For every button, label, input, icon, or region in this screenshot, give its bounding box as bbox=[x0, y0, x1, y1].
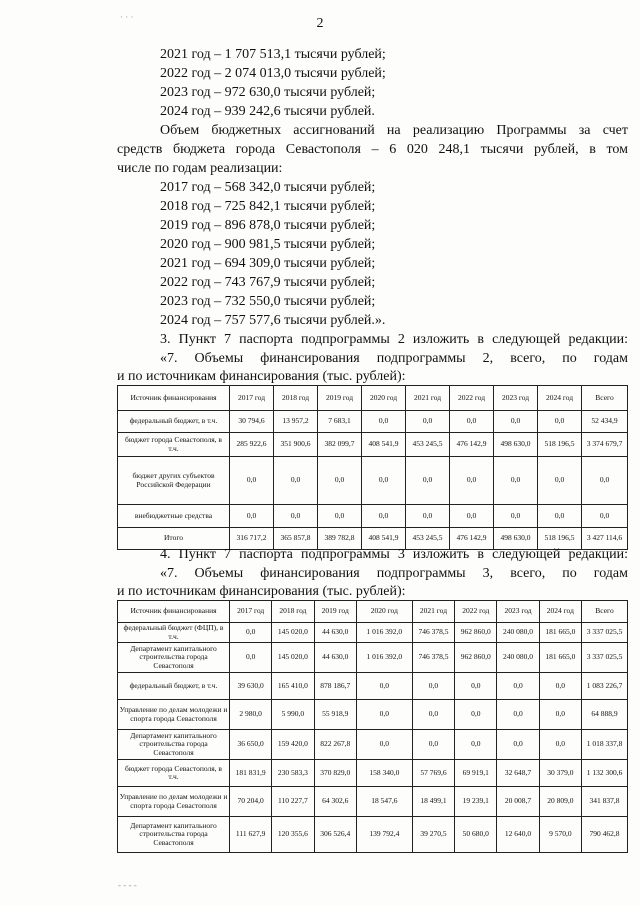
table-cell: 0,0 bbox=[274, 505, 318, 528]
table-cell: 1 083 226,7 bbox=[582, 673, 628, 700]
table-cell: 408 541,9 bbox=[362, 528, 406, 550]
table-cell: Департамент капитального строительства города Севастополя bbox=[118, 643, 230, 673]
table-cell: 498 630,0 bbox=[494, 528, 538, 550]
table-header-cell: 2022 год bbox=[450, 386, 494, 411]
table-cell: 0,0 bbox=[406, 411, 450, 433]
table-cell: 20 809,0 bbox=[539, 787, 581, 817]
paragraph-line: числе по годам реализации: bbox=[117, 161, 283, 176]
table-cell: 822 267,8 bbox=[314, 730, 356, 760]
table-cell: Управление по делам молодежи и спорта города Севастополя bbox=[118, 700, 230, 730]
table-header-cell: 2019 год bbox=[314, 601, 356, 623]
table-header-cell: 2020 год bbox=[356, 601, 412, 623]
table-cell: 0,0 bbox=[362, 411, 406, 433]
table-cell: 0,0 bbox=[538, 411, 582, 433]
table-cell: 518 196,5 bbox=[538, 433, 582, 457]
table-cell: 165 410,0 bbox=[272, 673, 314, 700]
table-cell: 453 245,5 bbox=[406, 433, 450, 457]
scan-artifact-mark: · · · bbox=[120, 12, 134, 22]
year-line: 2021 год – 1 707 513,1 тысячи рублей; bbox=[160, 47, 386, 62]
table-row bbox=[118, 433, 628, 457]
table-header-cell: 2023 год bbox=[497, 601, 539, 623]
year-line: 2024 год – 757 577,6 тысячи рублей.». bbox=[160, 313, 386, 328]
table-cell: 111 627,9 bbox=[230, 817, 272, 853]
table-cell: 20 008,7 bbox=[497, 787, 539, 817]
table-cell: 39 270,5 bbox=[412, 817, 454, 853]
table-cell: 145 020,0 bbox=[272, 623, 314, 643]
table-cell: внебюджетные средства bbox=[118, 505, 230, 528]
table-cell: 70 204,0 bbox=[230, 787, 272, 817]
table-cell: 181 831,9 bbox=[230, 760, 272, 787]
table-header-cell: 2018 год bbox=[272, 601, 314, 623]
table-cell: 0,0 bbox=[450, 411, 494, 433]
year-line: 2021 год – 694 309,0 тысячи рублей; bbox=[160, 256, 376, 271]
table-row bbox=[118, 760, 628, 787]
item-heading: 3. Пункт 7 паспорта подпрограммы 2 изложить в следующей редакции: bbox=[160, 332, 628, 347]
item-heading: и по источникам финансирования (тыс. рублей): bbox=[117, 369, 406, 384]
table-cell: 9 570,0 bbox=[539, 817, 581, 853]
table-header-cell: 2024 год bbox=[539, 601, 581, 623]
financing-table-subprogram-3 bbox=[117, 600, 628, 853]
table-cell: 0,0 bbox=[362, 457, 406, 505]
table-row bbox=[118, 505, 628, 528]
table-cell: 746 378,5 bbox=[412, 623, 454, 643]
financing-table-subprogram-2 bbox=[117, 385, 628, 550]
table-cell: Управление по делам молодежи и спорта города Севастополя bbox=[118, 787, 230, 817]
table-header-cell: 2023 год bbox=[494, 386, 538, 411]
table-row bbox=[118, 730, 628, 760]
table-cell: 12 640,0 bbox=[497, 817, 539, 853]
table-cell: 240 080,0 bbox=[497, 643, 539, 673]
table-row bbox=[118, 817, 628, 853]
table-header-row bbox=[118, 601, 628, 623]
table-cell: 408 541,9 bbox=[362, 433, 406, 457]
table-header-cell: 2017 год bbox=[230, 386, 274, 411]
table-cell: федеральный бюджет, в т.ч. bbox=[118, 411, 230, 433]
table-cell: бюджет других субъектов Российской Федерации bbox=[118, 457, 230, 505]
table-row bbox=[118, 787, 628, 817]
table-cell: 498 630,0 bbox=[494, 433, 538, 457]
table-cell: 139 792,4 bbox=[356, 817, 412, 853]
table-header-cell: 2020 год bbox=[362, 386, 406, 411]
item-heading: «7. Объемы финансирования подпрограммы 2, всего, по годам bbox=[160, 351, 628, 366]
table-cell: 0,0 bbox=[455, 700, 497, 730]
table-cell: 365 857,8 bbox=[274, 528, 318, 550]
table-cell: 158 340,0 bbox=[356, 760, 412, 787]
table-cell: 351 900,6 bbox=[274, 433, 318, 457]
table-cell: 64 888,9 bbox=[582, 700, 628, 730]
table-cell: 64 302,6 bbox=[314, 787, 356, 817]
paragraph-line: Объем бюджетных ассигнований на реализацию Программы за счет bbox=[160, 123, 628, 138]
table-cell: 0,0 bbox=[497, 673, 539, 700]
table-cell: 44 630,0 bbox=[314, 643, 356, 673]
table-cell: 0,0 bbox=[406, 457, 450, 505]
table-cell: 240 080,0 bbox=[497, 623, 539, 643]
year-line: 2022 год – 743 767,9 тысячи рублей; bbox=[160, 275, 376, 290]
table-cell: 0,0 bbox=[412, 673, 454, 700]
table-cell: 181 665,0 bbox=[539, 623, 581, 643]
table-cell: 3 374 679,7 bbox=[582, 433, 628, 457]
table-header-cell: 2022 год bbox=[455, 601, 497, 623]
table-cell: 0,0 bbox=[455, 730, 497, 760]
table-cell: 7 683,1 bbox=[318, 411, 362, 433]
year-line: 2018 год – 725 842,1 тысячи рублей; bbox=[160, 199, 376, 214]
table-cell: 316 717,2 bbox=[230, 528, 274, 550]
table-cell: 389 782,8 bbox=[318, 528, 362, 550]
year-line: 2023 год – 732 550,0 тысячи рублей; bbox=[160, 294, 376, 309]
paragraph-line: средств бюджета города Севастополя – 6 020 248,1 тысячи рублей, в том bbox=[117, 142, 628, 157]
table-cell: 306 526,4 bbox=[314, 817, 356, 853]
table-cell: 476 142,9 bbox=[450, 433, 494, 457]
table-cell: 0,0 bbox=[582, 457, 628, 505]
table-cell: 0,0 bbox=[538, 505, 582, 528]
table-cell: 1 018 337,8 bbox=[582, 730, 628, 760]
table-cell: 518 196,5 bbox=[538, 528, 582, 550]
table-cell: 285 922,6 bbox=[230, 433, 274, 457]
table-cell: 746 378,5 bbox=[412, 643, 454, 673]
table-cell: 0,0 bbox=[412, 730, 454, 760]
table-cell: 30 379,0 bbox=[539, 760, 581, 787]
table-header-cell: Источник финансирования bbox=[118, 386, 230, 411]
table-header-cell: 2018 год bbox=[274, 386, 318, 411]
table-cell: 39 630,0 bbox=[230, 673, 272, 700]
table-cell: 32 648,7 bbox=[497, 760, 539, 787]
table-cell: 1 016 392,0 bbox=[356, 643, 412, 673]
table-cell: 44 630,0 bbox=[314, 623, 356, 643]
table-cell: 0,0 bbox=[318, 505, 362, 528]
table-header-cell: Источник финансирования bbox=[118, 601, 230, 623]
table-cell: 0,0 bbox=[356, 730, 412, 760]
table-row bbox=[118, 673, 628, 700]
table-cell: 110 227,7 bbox=[272, 787, 314, 817]
table-cell: 50 680,0 bbox=[455, 817, 497, 853]
scan-artifact-mark: - - - - bbox=[118, 880, 137, 890]
table-cell: 962 860,0 bbox=[455, 623, 497, 643]
table-row bbox=[118, 457, 628, 505]
table-row bbox=[118, 700, 628, 730]
table-cell: 0,0 bbox=[406, 505, 450, 528]
table-cell: 0,0 bbox=[274, 457, 318, 505]
table-cell: 1 016 392,0 bbox=[356, 623, 412, 643]
table-cell: 1 132 300,6 bbox=[582, 760, 628, 787]
table-cell: 2 980,0 bbox=[230, 700, 272, 730]
table-cell: 878 186,7 bbox=[314, 673, 356, 700]
table-row bbox=[118, 623, 628, 643]
table-cell: 5 990,0 bbox=[272, 700, 314, 730]
table-cell: 0,0 bbox=[450, 457, 494, 505]
table-cell: 0,0 bbox=[356, 673, 412, 700]
table-cell: 55 918,9 bbox=[314, 700, 356, 730]
table-cell: 0,0 bbox=[230, 505, 274, 528]
year-line: 2020 год – 900 981,5 тысячи рублей; bbox=[160, 237, 376, 252]
table-cell: Департамент капитального строительства города Севастополя bbox=[118, 730, 230, 760]
table-cell: 0,0 bbox=[230, 457, 274, 505]
table-cell: федеральный бюджет, в т.ч. bbox=[118, 673, 230, 700]
table-cell: 0,0 bbox=[455, 673, 497, 700]
table-cell: 69 919,1 bbox=[455, 760, 497, 787]
table-cell: 18 499,1 bbox=[412, 787, 454, 817]
year-line: 2024 год – 939 242,6 тысячи рублей. bbox=[160, 104, 375, 119]
table-cell: Департамент капитального строительства города Севастополя bbox=[118, 817, 230, 853]
table-cell: 57 769,6 bbox=[412, 760, 454, 787]
table-cell: 0,0 bbox=[538, 457, 582, 505]
table-cell: 0,0 bbox=[362, 505, 406, 528]
item-heading: «7. Объемы финансирования подпрограммы 3, всего, по годам bbox=[160, 566, 628, 581]
item-heading: 4. Пункт 7 паспорта подпрограммы 3 изложить в следующей редакции: bbox=[160, 547, 628, 562]
table-cell: 0,0 bbox=[356, 700, 412, 730]
table-cell: 0,0 bbox=[497, 730, 539, 760]
table-cell: 230 583,3 bbox=[272, 760, 314, 787]
table-cell: 145 020,0 bbox=[272, 643, 314, 673]
table-header-cell: 2021 год bbox=[412, 601, 454, 623]
table-header-cell: Всего bbox=[582, 386, 628, 411]
table-cell: 0,0 bbox=[230, 643, 272, 673]
table-row bbox=[118, 643, 628, 673]
table-header-cell: 2019 год bbox=[318, 386, 362, 411]
table-cell: 3 427 114,6 bbox=[582, 528, 628, 550]
table-cell: 0,0 bbox=[450, 505, 494, 528]
table-cell: 52 434,9 bbox=[582, 411, 628, 433]
table-cell: 453 245,5 bbox=[406, 528, 450, 550]
table-header-row bbox=[118, 386, 628, 411]
item-heading: и по источникам финансирования (тыс. рублей): bbox=[117, 584, 406, 599]
table-row bbox=[118, 411, 628, 433]
page-number: 2 bbox=[316, 16, 324, 31]
table-cell: 476 142,9 bbox=[450, 528, 494, 550]
table-cell: 0,0 bbox=[582, 505, 628, 528]
table-cell: 962 860,0 bbox=[455, 643, 497, 673]
year-line: 2023 год – 972 630,0 тысячи рублей; bbox=[160, 85, 376, 100]
table-cell: 159 420,0 bbox=[272, 730, 314, 760]
table-cell: 3 337 025,5 bbox=[582, 623, 628, 643]
table-cell: 0,0 bbox=[230, 623, 272, 643]
table-cell: 341 837,8 bbox=[582, 787, 628, 817]
table-cell: 0,0 bbox=[494, 457, 538, 505]
table-cell: 181 665,0 bbox=[539, 643, 581, 673]
table-cell: бюджет города Севастополя, в т.ч. bbox=[118, 760, 230, 787]
year-line: 2017 год – 568 342,0 тысячи рублей; bbox=[160, 180, 376, 195]
table-cell: 30 794,6 bbox=[230, 411, 274, 433]
table-cell: 13 957,2 bbox=[274, 411, 318, 433]
table-cell: 790 462,8 bbox=[582, 817, 628, 853]
table-header-cell: 2017 год bbox=[230, 601, 272, 623]
table-cell: 36 650,0 bbox=[230, 730, 272, 760]
table-cell: 370 829,0 bbox=[314, 760, 356, 787]
table-cell: 382 099,7 bbox=[318, 433, 362, 457]
table-cell: 120 355,6 bbox=[272, 817, 314, 853]
table-cell: 0,0 bbox=[497, 700, 539, 730]
table-cell: 0,0 bbox=[539, 700, 581, 730]
table-cell: 0,0 bbox=[539, 730, 581, 760]
table-cell: 3 337 025,5 bbox=[582, 643, 628, 673]
table-cell: федеральный бюджет (ФЦП), в т.ч. bbox=[118, 623, 230, 643]
table-cell: 0,0 bbox=[412, 700, 454, 730]
table-cell: бюджет города Севастополя, в т.ч. bbox=[118, 433, 230, 457]
year-line: 2022 год – 2 074 013,0 тысячи рублей; bbox=[160, 66, 386, 81]
table-header-cell: Всего bbox=[582, 601, 628, 623]
table-cell: Итого bbox=[118, 528, 230, 550]
table-header-cell: 2024 год bbox=[538, 386, 582, 411]
table-cell: 0,0 bbox=[494, 505, 538, 528]
table-cell: 19 239,1 bbox=[455, 787, 497, 817]
table-cell: 18 547,6 bbox=[356, 787, 412, 817]
year-line: 2019 год – 896 878,0 тысячи рублей; bbox=[160, 218, 376, 233]
table-cell: 0,0 bbox=[539, 673, 581, 700]
table-cell: 0,0 bbox=[494, 411, 538, 433]
table-cell: 0,0 bbox=[318, 457, 362, 505]
table-header-cell: 2021 год bbox=[406, 386, 450, 411]
